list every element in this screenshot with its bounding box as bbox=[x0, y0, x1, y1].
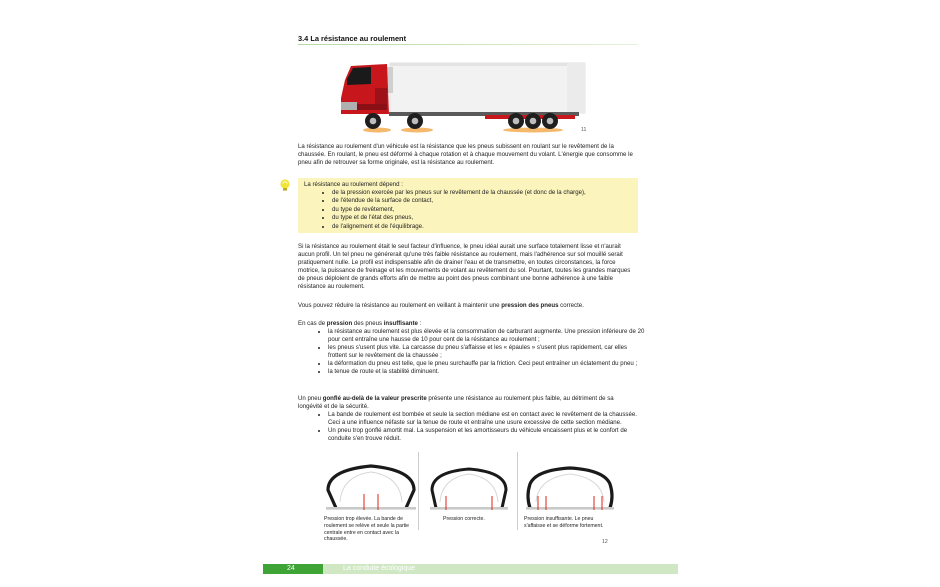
section-title: 3.4 La résistance au roulement bbox=[298, 34, 407, 43]
list-item: • Un pneu trop gonflé amortit mal. La suspension et les amortisseurs du véhicule encaissent plus et le confort de conduite s'en trouve réduit. bbox=[328, 427, 646, 443]
tyre-overinflated-diagram bbox=[324, 460, 418, 512]
under-inflated-heading: En cas de pression des pneus insuffisante : bbox=[298, 320, 422, 327]
reduce-paragraph: Vous pouvez réduire la résistance au roulement en veillant à maintenir une pression des pneus correcte. bbox=[298, 302, 584, 309]
list-item: • la déformation du pneu est telle, que le pneu surchauffe par la friction. Ceci peut entraîner un éclatement du pneu ; bbox=[328, 360, 646, 368]
note-box bbox=[298, 178, 638, 233]
list-item: • La bande de roulement est bombée et seule la section médiane est en contact avec le revêtement de la chaussée. Ceci a une influence néfaste sur la tenue de route et entraîne une usure excessive de cette section médiane. bbox=[328, 411, 646, 427]
figure-divider bbox=[418, 452, 419, 530]
note-list bbox=[322, 189, 632, 231]
over-inflated-list bbox=[316, 411, 646, 443]
intro-paragraph: La résistance au roulement d'un véhicule est la résistance que les pneus subissent en roulant sur le revêtement de la chaussée. En roulant, le pneu est déformé à chaque rotation et à chaque mouvement du volant. L'énergie que consomme le pneu afin de retrouver sa forme originale, est la résistance au roulement. bbox=[298, 143, 633, 167]
lightbulb-icon bbox=[278, 178, 292, 192]
list-item: • de l'alignement et de l'équilibrage. bbox=[332, 223, 632, 231]
list-item: • de la pression exercée par les pneus sur le revêtement de la chaussée (et donc de la charge), bbox=[332, 189, 632, 197]
under-inflated-list bbox=[316, 328, 646, 377]
figure-number-tyres: 12 bbox=[602, 539, 608, 545]
influence-paragraph: Si la résistance au roulement était le seul facteur d'influence, le pneu idéal aurait une surface totalement lisse et n'aurait aucun profil. Un tel pneu ne générerait qu'une très faible résistance au roulement, mais l'adhérence sur sol mouillé serait pratiquement nulle. Le profil est indispensable afin de drainer l'eau et de transmettre, en toutes circonstances, la force motrice, la puissance de freinage et les mouvements de volant au revêtement du sol. Pourtant, toutes les grandes marques de pneus déploient de grands efforts afin de mettre au point des pneus combinant une bonne adhérence à une faible résistance au roulement. bbox=[298, 243, 631, 291]
page-number: 24 bbox=[263, 564, 323, 574]
list-item: • de l'étendue de la surface de contact, bbox=[332, 197, 632, 205]
tyre-correct-diagram bbox=[428, 464, 510, 512]
footer-title: La conduite écologique bbox=[323, 564, 678, 574]
list-item: • les pneus s'usent plus vite. La carcasse du pneu s'affaisse et les « épaules » s'usent plus rapidement, car elles frottent sur le revêtement de la chaussée ; bbox=[328, 344, 646, 360]
tyre-caption-correct: Pression correcte. bbox=[443, 516, 485, 522]
note-intro: La résistance au roulement dépend : bbox=[304, 181, 403, 188]
over-inflated-paragraph: Un pneu gonflé au-delà de la valeur prescrite présente une résistance au roulement plus faible, au détriment de sa longévité et de la sécurité. bbox=[298, 395, 614, 411]
list-item: • la résistance au roulement est plus élevée et la consommation de carburant augmente. Une pression inférieure de 20 pour cent entraîne une hausse de 10 pour cent de la résistance au roulement ; bbox=[328, 328, 646, 344]
figure-number-truck: 11 bbox=[581, 127, 587, 133]
figure-divider bbox=[517, 452, 518, 530]
tyre-caption-underinflated: Pression insuffisante. Le pneu s'affaisse et se déforme fortement. bbox=[524, 516, 604, 529]
section-divider bbox=[298, 44, 638, 45]
tyre-caption-overinflated: Pression trop élevée. La bande de roulement se relève et seule la partie centrale entre en contact avec la chaussée. bbox=[324, 516, 410, 543]
tyre-underinflated-diagram bbox=[524, 462, 616, 512]
list-item: • du type et de l'état des pneus, bbox=[332, 214, 632, 222]
truck-illustration bbox=[335, 58, 590, 138]
list-item: • la tenue de route et la stabilité diminuent. bbox=[328, 368, 646, 376]
list-item: • du type de revêtement, bbox=[332, 206, 632, 214]
